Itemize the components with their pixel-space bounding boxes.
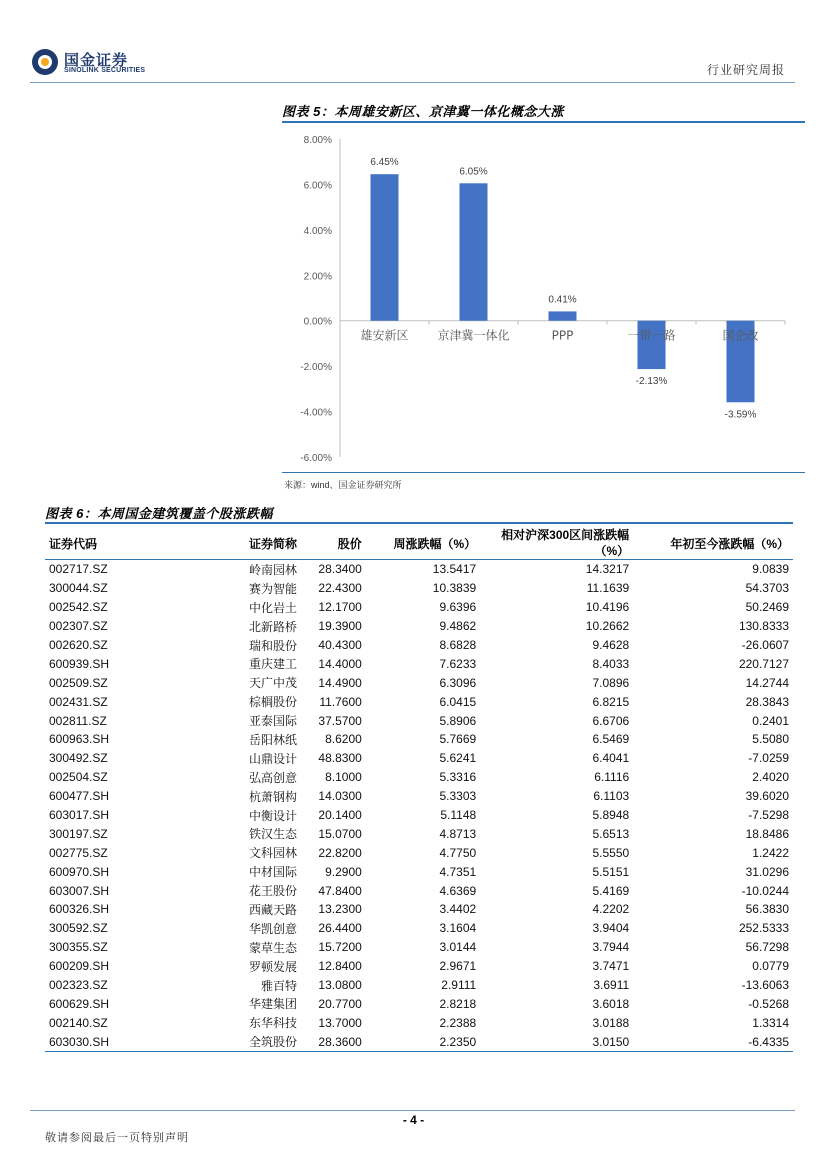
table-row xyxy=(45,598,793,617)
bar-data-label: 6.45% xyxy=(370,157,399,169)
cell-ytd-change: 9.0839 xyxy=(752,562,789,577)
cell-name: 中化岩土 xyxy=(248,600,297,615)
cell-ytd-change: 1.3314 xyxy=(752,1015,789,1030)
cell-relative-change: 3.6018 xyxy=(592,996,630,1011)
y-tick-label: -2.00% xyxy=(300,362,332,374)
table-row xyxy=(45,636,793,655)
cell-code: 600629.SH xyxy=(49,996,110,1011)
cell-price: 37.5700 xyxy=(318,713,362,728)
cell-price: 13.7000 xyxy=(318,1015,362,1030)
cell-code: 600939.SH xyxy=(49,656,110,671)
cell-relative-change: 5.5550 xyxy=(592,845,630,860)
cell-name: 雅百特 xyxy=(260,978,297,993)
cell-relative-change: 3.7944 xyxy=(592,940,630,955)
header-divider xyxy=(30,82,795,83)
cell-relative-change: 7.0896 xyxy=(592,675,630,690)
y-tick-label: 2.00% xyxy=(303,271,332,283)
cell-ytd-change: 0.2401 xyxy=(752,713,789,728)
cell-weekly-change: 9.6396 xyxy=(439,600,477,615)
cell-price: 12.8400 xyxy=(318,959,362,974)
table-row xyxy=(45,617,793,636)
cell-name: 华建集团 xyxy=(248,997,297,1012)
cell-ytd-change: 28.3843 xyxy=(745,694,789,709)
cell-weekly-change: 3.4402 xyxy=(439,902,477,917)
cell-code: 002323.SZ xyxy=(49,978,108,993)
bar xyxy=(371,174,399,321)
cell-code: 600326.SH xyxy=(49,902,110,917)
cell-relative-change: 6.8215 xyxy=(592,694,630,709)
stock-performance-table xyxy=(45,527,793,1052)
cell-weekly-change: 4.6369 xyxy=(439,883,477,898)
table-row xyxy=(45,711,793,730)
cell-price: 15.7200 xyxy=(318,940,362,955)
cell-weekly-change: 4.8713 xyxy=(439,826,477,841)
cell-code: 600477.SH xyxy=(49,789,110,804)
cell-code: 002717.SZ xyxy=(49,562,108,577)
table-row xyxy=(45,938,793,957)
cell-code: 002431.SZ xyxy=(49,694,108,709)
cell-name: 东华科技 xyxy=(248,1016,297,1031)
cell-price: 19.3900 xyxy=(318,619,362,634)
bar xyxy=(549,311,577,320)
cell-relative-change: 3.6911 xyxy=(593,978,630,993)
cell-code: 002542.SZ xyxy=(49,600,108,615)
cell-ytd-change: 0.0779 xyxy=(752,959,789,974)
cell-code: 002775.SZ xyxy=(49,845,108,860)
y-tick-label: 6.00% xyxy=(303,180,332,192)
col-header-name: 证券简称 xyxy=(183,527,301,560)
cell-code: 002307.SZ xyxy=(49,619,108,634)
x-category-label: PPP xyxy=(551,328,574,343)
cell-ytd-change: 50.2469 xyxy=(745,600,789,615)
cell-name: 赛为智能 xyxy=(248,581,297,596)
cell-price: 48.8300 xyxy=(318,751,362,766)
cell-weekly-change: 5.3303 xyxy=(439,789,477,804)
table-row xyxy=(45,692,793,711)
cell-name: 瑞和股份 xyxy=(248,638,297,653)
cell-ytd-change: 14.2744 xyxy=(745,675,789,690)
cell-price: 13.2300 xyxy=(318,902,362,917)
cell-ytd-change: 54.3703 xyxy=(745,581,789,596)
cell-weekly-change: 2.9111 xyxy=(441,978,477,993)
cell-name: 全筑股份 xyxy=(183,1032,301,1051)
cell-relative-change: 6.5469 xyxy=(592,732,630,747)
cell-weekly-change: 6.3096 xyxy=(439,675,477,690)
cell-code: 300197.SZ xyxy=(49,826,108,841)
cell-relative-change: 11.1639 xyxy=(586,581,630,596)
cell-weekly-change: 2.2350 xyxy=(366,1032,480,1051)
cell-code: 603017.SH xyxy=(49,808,110,823)
sinolink-logo-icon xyxy=(30,47,60,77)
cell-relative-change: 5.8948 xyxy=(592,808,630,823)
cell-price: 14.0300 xyxy=(318,789,362,804)
cell-weekly-change: 2.8218 xyxy=(439,996,477,1011)
cell-ytd-change: 39.6020 xyxy=(745,789,789,804)
cell-weekly-change: 3.1604 xyxy=(439,921,477,936)
cell-code: 300355.SZ xyxy=(49,940,108,955)
cell-relative-change: 5.4169 xyxy=(592,883,630,898)
cell-price: 40.4300 xyxy=(318,638,362,652)
cell-ytd-change: -10.0244 xyxy=(741,883,789,898)
bar-data-label: -3.59% xyxy=(724,409,757,421)
concept-bar-chart xyxy=(282,123,805,471)
report-type: 行业研究周报 xyxy=(706,63,785,77)
cell-code: 002504.SZ xyxy=(49,770,108,785)
cell-relative-change: 8.4033 xyxy=(592,656,630,671)
bar-data-label: -2.13% xyxy=(635,376,668,388)
cell-ytd-change: 220.7127 xyxy=(738,656,789,671)
figure5-caption: 图表 5：本周雄安新区、京津冀一体化概念大涨 xyxy=(282,104,564,119)
cell-price: 13.0800 xyxy=(318,978,362,993)
table-row xyxy=(45,560,793,579)
cell-relative-change: 3.9404 xyxy=(592,921,630,936)
y-tick-label: 8.00% xyxy=(303,135,332,146)
table-header-row xyxy=(45,527,793,560)
cell-ytd-change: -7.5298 xyxy=(748,808,789,823)
cell-price: 12.1700 xyxy=(318,600,362,615)
cell-weekly-change: 5.3316 xyxy=(439,770,477,785)
figure6-caption: 图表 6：本周国金建筑覆盖个股涨跌幅 xyxy=(45,506,273,521)
table-row xyxy=(45,654,793,673)
table-row xyxy=(45,843,793,862)
x-category-label: 雄安新区 xyxy=(360,328,409,343)
cell-weekly-change: 5.8906 xyxy=(439,713,477,728)
table-row xyxy=(45,806,793,825)
cell-relative-change: 10.4196 xyxy=(585,600,630,615)
cell-code: 600963.SH xyxy=(49,732,110,747)
cell-ytd-change: -0.5268 xyxy=(748,996,789,1011)
cell-relative-change: 3.0188 xyxy=(592,1015,630,1030)
table-row xyxy=(45,900,793,919)
cell-name: 弘高创意 xyxy=(248,770,297,785)
cell-ytd-change: 31.0296 xyxy=(745,864,789,879)
cell-relative-change: 14.3217 xyxy=(585,562,630,577)
cell-ytd-change: 18.8486 xyxy=(745,826,789,841)
cell-relative-change: 5.5151 xyxy=(592,864,630,879)
y-tick-label: 0.00% xyxy=(303,316,332,328)
table-row xyxy=(45,749,793,768)
table-row xyxy=(45,1032,793,1051)
cell-code: 600970.SH xyxy=(49,864,110,879)
y-tick-label: -4.00% xyxy=(300,407,332,419)
cell-price: 26.4400 xyxy=(318,921,362,936)
cell-weekly-change: 13.5417 xyxy=(432,562,477,577)
cell-price: 20.7700 xyxy=(318,996,362,1011)
cell-price: 28.3400 xyxy=(318,562,362,577)
cell-code: 300592.SZ xyxy=(49,921,108,936)
table-row xyxy=(45,957,793,976)
cell-price: 9.2900 xyxy=(325,864,362,879)
cell-ytd-change: 56.7298 xyxy=(745,940,789,955)
cell-price: 8.1000 xyxy=(325,770,362,785)
table-row xyxy=(45,994,793,1013)
cell-code: 002509.SZ xyxy=(49,675,108,690)
cell-name: 花王股份 xyxy=(248,884,297,899)
table-row xyxy=(45,919,793,938)
page-number: - 4 - xyxy=(402,1113,425,1127)
cell-ytd-change: 2.4020 xyxy=(752,770,789,785)
x-category-label: 京津冀一体化 xyxy=(437,328,510,343)
cell-name: 山鼎设计 xyxy=(248,751,297,766)
cell-code: 300044.SZ xyxy=(49,581,108,596)
col-header-price: 股价 xyxy=(301,527,366,560)
cell-code: 300492.SZ xyxy=(49,751,108,766)
bar-data-label: 0.41% xyxy=(548,294,577,306)
cell-name: 天广中茂 xyxy=(248,676,297,691)
table-row xyxy=(45,730,793,749)
cell-price: 15.0700 xyxy=(318,826,362,841)
cell-name: 亚泰国际 xyxy=(248,714,297,729)
cell-weekly-change: 3.0144 xyxy=(439,940,477,955)
cell-name: 重庆建工 xyxy=(248,657,297,672)
cell-ytd-change: 5.5080 xyxy=(752,732,789,747)
cell-name: 棕榈股份 xyxy=(248,695,297,710)
table-row xyxy=(45,976,793,995)
col-header-code: 证券代码 xyxy=(45,527,183,560)
x-category-label: 一带一路 xyxy=(627,328,676,343)
cell-relative-change: 9.4628 xyxy=(592,638,630,652)
cell-ytd-change: -7.0259 xyxy=(748,751,789,766)
cell-name: 中材国际 xyxy=(248,865,297,880)
cell-name: 罗顿发展 xyxy=(248,959,297,974)
table-row xyxy=(45,824,793,843)
cell-weekly-change: 6.0415 xyxy=(439,694,477,709)
cell-weekly-change: 5.6241 xyxy=(439,751,477,766)
y-tick-label: -6.00% xyxy=(300,453,332,464)
table-row xyxy=(45,1013,793,1032)
table-row xyxy=(45,673,793,692)
cell-weekly-change: 4.7750 xyxy=(439,845,477,860)
figure5-source: 来源：wind、国金证券研究所 xyxy=(284,480,402,490)
cell-code: 002811.SZ xyxy=(49,713,107,728)
cell-name: 铁汉生态 xyxy=(248,827,297,842)
cell-ytd-change: 130.8333 xyxy=(738,619,789,634)
cell-price: 47.8400 xyxy=(318,883,362,898)
cell-relative-change: 6.6706 xyxy=(592,713,630,728)
col-header-relative-change: 相对沪深300区间涨跌幅（%） xyxy=(480,527,633,560)
table-row xyxy=(45,579,793,598)
cell-relative-change: 4.2202 xyxy=(592,902,630,917)
cell-relative-change: 6.1116 xyxy=(594,770,630,785)
cell-code: 002140.SZ xyxy=(49,1015,108,1030)
cell-price: 11.7600 xyxy=(319,694,362,709)
cell-relative-change: 6.4041 xyxy=(592,751,630,766)
cell-relative-change: 5.6513 xyxy=(592,826,630,841)
figure5-bottom-rule xyxy=(282,472,805,473)
table-row xyxy=(45,768,793,787)
cell-ytd-change: -26.0607 xyxy=(741,638,789,652)
cell-weekly-change: 2.9671 xyxy=(439,959,477,974)
col-header-ytd-change: 年初至今涨跌幅（%） xyxy=(633,527,793,560)
cell-weekly-change: 2.2388 xyxy=(439,1015,477,1030)
cell-name: 文科园林 xyxy=(248,846,297,861)
cell-price: 22.8200 xyxy=(318,845,362,860)
cell-price: 20.1400 xyxy=(318,808,362,823)
table-row xyxy=(45,881,793,900)
cell-code: 603007.SH xyxy=(49,883,110,898)
table-row xyxy=(45,787,793,806)
logo-chinese-name: 国金证券 xyxy=(64,52,129,69)
cell-weekly-change: 10.3839 xyxy=(432,581,477,596)
figure6-top-rule xyxy=(45,522,793,524)
cell-name: 杭萧钢构 xyxy=(248,789,297,804)
cell-name: 西藏天路 xyxy=(248,902,297,917)
cell-weekly-change: 7.6233 xyxy=(439,656,477,671)
cell-name: 北新路桥 xyxy=(248,619,297,634)
cell-name: 华凯创意 xyxy=(248,921,297,936)
x-category-label: 国企改 xyxy=(722,328,759,343)
bar xyxy=(460,183,488,320)
cell-ytd-change: -6.4335 xyxy=(633,1032,793,1051)
cell-price: 8.6200 xyxy=(325,732,362,747)
cell-relative-change: 6.1103 xyxy=(593,789,630,804)
logo-english-name: SINOLINK SECURITIES xyxy=(64,67,146,74)
col-header-weekly-change: 周涨跌幅（%） xyxy=(366,527,480,560)
cell-ytd-change: 252.5333 xyxy=(738,921,789,936)
footer-divider xyxy=(30,1110,795,1111)
cell-price: 14.4000 xyxy=(318,656,362,671)
cell-name: 蒙草生态 xyxy=(248,940,297,955)
cell-weekly-change: 4.7351 xyxy=(439,864,477,879)
cell-code: 603030.SH xyxy=(45,1032,183,1051)
cell-relative-change: 3.7471 xyxy=(592,959,630,974)
cell-weekly-change: 5.1148 xyxy=(440,808,477,823)
cell-name: 岳阳林纸 xyxy=(248,732,297,747)
cell-weekly-change: 5.7669 xyxy=(439,732,477,747)
bar-data-label: 6.05% xyxy=(459,166,488,178)
cell-ytd-change: 1.2422 xyxy=(752,845,789,860)
cell-ytd-change: 56.3830 xyxy=(745,902,789,917)
cell-price: 28.3600 xyxy=(301,1032,366,1051)
cell-weekly-change: 9.4862 xyxy=(439,619,477,634)
cell-relative-change: 3.0150 xyxy=(480,1032,633,1051)
cell-price: 14.4900 xyxy=(318,675,362,690)
cell-name: 中衡设计 xyxy=(248,808,297,823)
cell-price: 22.4300 xyxy=(318,581,362,596)
cell-code: 600209.SH xyxy=(49,959,110,974)
table-row xyxy=(45,862,793,881)
cell-weekly-change: 8.6828 xyxy=(439,638,477,652)
footer-disclaimer: 敬请参阅最后一页特别声明 xyxy=(45,1132,189,1144)
cell-name: 岭南园林 xyxy=(248,562,297,577)
cell-code: 002620.SZ xyxy=(49,638,108,652)
cell-relative-change: 10.2662 xyxy=(585,619,630,634)
y-tick-label: 4.00% xyxy=(303,225,332,237)
cell-ytd-change: -13.6063 xyxy=(741,978,789,993)
